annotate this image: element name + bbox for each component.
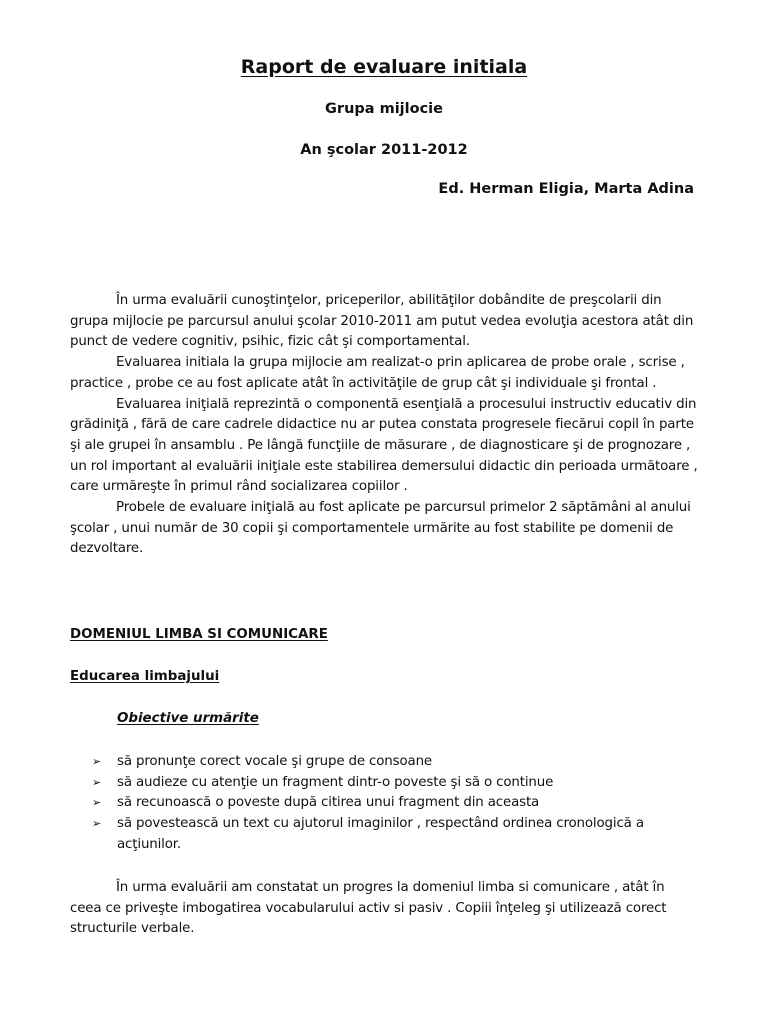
conclusion-paragraph: În urma evaluării am constatat un progres la domeniul limba si comunicare , atât în ceea ce priveşte imbogatirea vocabularului activ si pasiv . Copiii înţeleg şi utilizează corect structurile verbale. xyxy=(70,880,667,937)
intro-paragraph: Probele de evaluare iniţială au fost aplicate pe parcursul primelor 2 săptămâni al anului şcolar , unui număr de 30 copii şi comportamentele urmărite au fost stabilite pe domenii de dezvoltare. xyxy=(70,500,691,557)
objectives-list xyxy=(92,752,700,856)
arrow-bullet-icon: ➢ xyxy=(92,775,102,789)
objective-text: să povestească un text cu ajutorul imaginilor , respectând ordinea cronologică a acţiunilor. xyxy=(117,816,644,852)
authors: Ed. Herman Eligia, Marta Adina xyxy=(438,181,694,197)
list-item xyxy=(92,773,700,794)
intro-paragraph: Evaluarea iniţială reprezintă o componentă esenţială a procesului instructiv educativ din grădiniţă , fără de care cadrele didactice nu ar putea constata progresele fiecărui copil în parte şi ale grupei în ansamblu . Pe lângă funcţiile de măsurare , de diagnosticare şi de prognozare , un rol important al evaluării iniţiale este stabilirea demersului didactic din perioada următoare , care urmăreşte în primul rând socializarea copiilor . xyxy=(70,396,698,495)
group-name: Grupa mijlocie xyxy=(325,101,443,117)
intro-paragraph: În urma evaluării cunoştinţelor, priceperilor, abilităţilor dobândite de preşcolarii din grupa mijlocie pe parcursul anului şcolar 2010-2011 am putut vedea evoluţia acestora atât din punct de vedere cognitiv, psihic, fizic cât şi comportamental. xyxy=(70,293,694,350)
document-title: Raport de evaluare initiala xyxy=(240,56,528,78)
subdomain-heading: Educarea limbajului xyxy=(70,669,220,684)
objective-text: să audieze cu atenţie un fragment dintr-o poveste şi să o continue xyxy=(117,774,554,790)
list-item xyxy=(92,752,700,773)
arrow-bullet-icon: ➢ xyxy=(92,796,102,810)
list-item xyxy=(92,814,700,855)
arrow-bullet-icon: ➢ xyxy=(92,755,102,768)
intro-section xyxy=(70,291,698,560)
school-year: An şcolar 2011-2012 xyxy=(300,142,468,158)
arrow-bullet-icon: ➢ xyxy=(92,817,102,831)
objective-text: să recunoască o poveste după citirea unui fragment din aceasta xyxy=(117,795,540,811)
list-item xyxy=(92,793,700,814)
objective-text: să pronunţe corect vocale şi grupe de consoane xyxy=(117,754,432,769)
intro-paragraph: Evaluarea initiala la grupa mijlocie am realizat-o prin aplicarea de probe orale , scrise , practice , probe ce au fost aplicate atât în activităţile de grup cât şi individuale şi frontal . xyxy=(70,355,685,391)
objectives-heading: Obiective urmărite xyxy=(117,711,259,726)
domain-heading: DOMENIUL LIMBA SI COMUNICARE xyxy=(70,627,328,642)
conclusion-section xyxy=(70,878,698,940)
